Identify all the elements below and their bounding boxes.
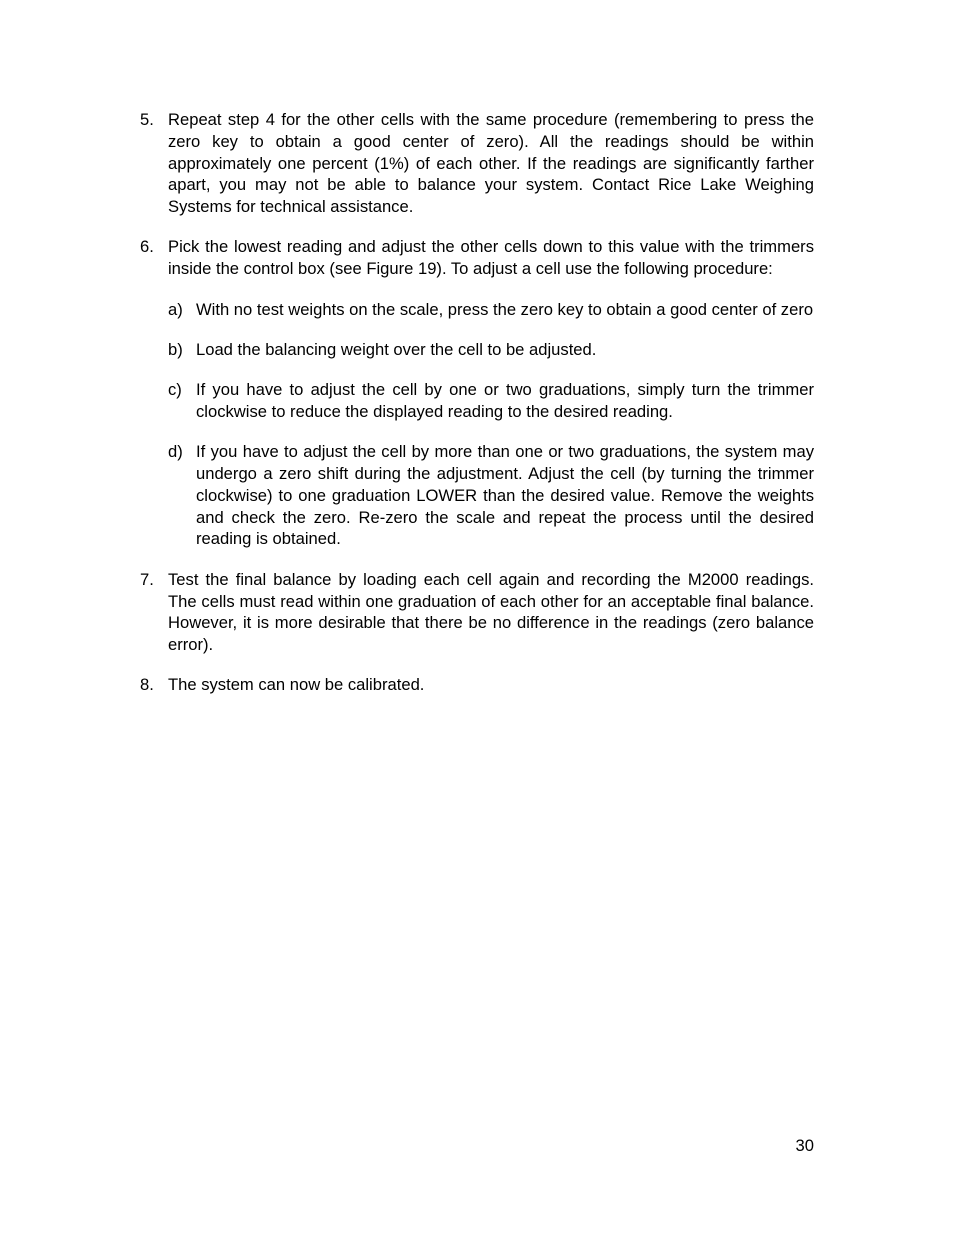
substep-c (168, 379, 814, 423)
step-number: 7. (140, 569, 154, 589)
substep-text: If you have to adjust the cell by one or two graduations, simply turn the trimmer clockwise to reduce the displayed reading to the desired reading. (196, 380, 814, 421)
step-number: 6. (140, 237, 154, 257)
substep-text: With no test weights on the scale, press the zero key to obtain a good center of zero (196, 299, 814, 319)
substep-d (168, 441, 814, 550)
substep-text: Load the balancing weight over the cell to be adjusted. (196, 339, 597, 359)
substep-letter: c) (168, 380, 182, 400)
substep-text: If you have to adjust the cell by more than one or two graduations, the system may undergo a zero shift during the adjustment. Adjust the cell (by turning the trimmer clockwise) to one graduation LOWER than the desired value. Remove the weights and check the zero. Re-zero the scale and repeat the process until the desired reading is obtained. (196, 442, 814, 549)
step-text: Test the final balance by loading each cell again and recording the M2000 readings. The cells must read within one graduation of each other for an acceptable final balance. However, it is more desirable that there be no difference in the readings (zero balance error). (168, 569, 814, 655)
procedure-list (140, 109, 814, 715)
substep-letter: a) (168, 299, 183, 319)
step-8 (140, 674, 814, 696)
step-6-substeps (168, 299, 814, 551)
substep-b (168, 339, 814, 361)
step-7 (140, 569, 814, 656)
page-number: 30 (795, 1136, 814, 1155)
step-number: 8. (140, 675, 154, 695)
step-number: 5. (140, 110, 154, 129)
substep-letter: b) (168, 339, 183, 359)
substep-letter: d) (168, 442, 183, 462)
step-text: Pick the lowest reading and adjust the other cells down to this value with the trimmers inside the control box (see Figure 19). To adjust a cell use the following procedure: (168, 237, 814, 279)
substep-a (168, 299, 814, 321)
step-6 (140, 236, 814, 280)
step-5 (140, 109, 814, 218)
step-text: Repeat step 4 for the other cells with the same procedure (remembering to press the zero key to obtain a good center of zero). All the readings should be within approximately one percent (1%) of each other. If the readings are significantly farther apart, you may not be able to balance your system. Contact Rice Lake Weighing Systems for technical assistance. (168, 110, 814, 217)
step-text: The system can now be calibrated. (168, 675, 425, 695)
